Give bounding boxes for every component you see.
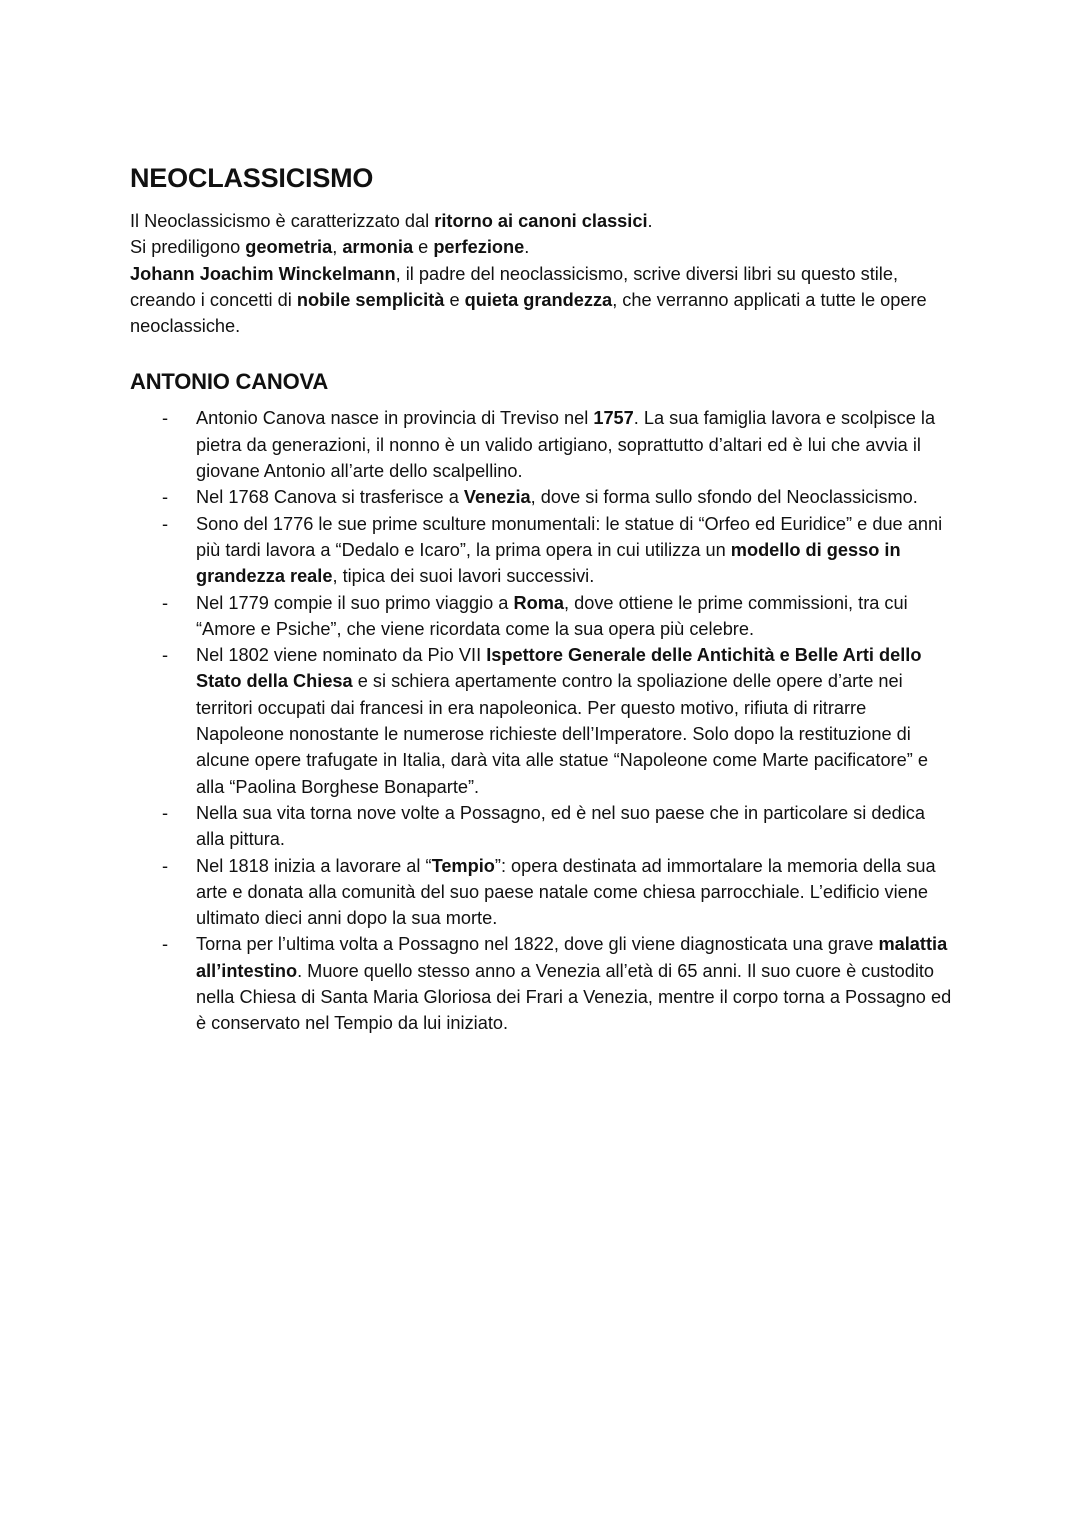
section-title: ANTONIO CANOVA [130,369,329,395]
bullet-dash: - [162,802,169,823]
bullet-dash: - [162,408,169,429]
bold-text: Johann Joachim Winckelmann [130,263,396,284]
bold-text: armonia [342,237,414,258]
list-item: - Nel 1779 compie il suo primo viaggio a Roma, dove ottiene le prime commissioni, tra cui “Amore e Psiche”, che viene ricordata come la sua opera più celebre. [130,590,952,643]
page-title: NEOCLASSICISMO [130,163,374,193]
bold-text: quieta grandezza [464,289,613,310]
list-item: - Nella sua vita torna nove volte a Possagno, ed è nel suo paese che in particolare si dedica alla pittura. [130,800,952,853]
bullet-dash: - [162,855,169,876]
list-item: - Torna per l’ultima volta a Possagno nel 1822, dove gli viene diagnosticata una grave malattia all’intestino. Muore quello stesso anno a Venezia all’età di 65 anni. Il suo cuore è custodito nella Chiesa di Santa Maria Gloriosa dei Frari a Venezia, mentre il corpo torna a Possagno ed è conservato nel Tempio da lui iniziato. [130,931,952,1036]
intro-paragraph: Si prediligono geometria, armonia e perfezione. [130,237,530,258]
bold-text: Tempio [431,855,495,876]
bullet-dash: - [162,934,169,955]
intro-paragraph: Il Neoclassicismo è caratterizzato dal ritorno ai canoni classici. [130,211,653,231]
bold-text: perfezione [433,237,525,258]
bold-text: 1757 [593,408,634,429]
list-item: - Nel 1768 Canova si trasferisce a Venezia, dove si forma sullo sfondo del Neoclassicismo. [130,484,952,510]
bold-text: Ispettore Generale delle Antichità e Belle Arti dello Stato della Chiesa [196,645,922,692]
bullet-dash: - [162,487,169,508]
biography-list [130,405,952,1036]
bold-text: nobile semplicità [296,289,445,310]
intro-paragraph: Johann Joachim Winckelmann, il padre del neoclassicismo, scrive diversi libri su questo stile, creando i concetti di nobile semplicità e quieta grandezza, che verranno applicati a tutte le opere neoclassiche. [130,263,927,337]
bullet-dash: - [162,513,169,534]
list-item: - Nel 1818 inizia a lavorare al “Tempio”: opera destinata ad immortalare la memoria della sua arte e donata alla comunità del suo paese natale come chiesa parrocchiale. L’edificio viene ultimato dieci anni dopo la sua morte. [130,853,952,932]
bullet-dash: - [162,592,169,613]
bullet-dash: - [162,645,169,666]
list-item: - Antonio Canova nasce in provincia di Treviso nel 1757. La sua famiglia lavora e scolpisce la pietra da generazioni, il nonno è un valido artigiano, soprattutto d’altari ed è lui che avvia il giovane Antonio all’arte dello scalpellino. [130,405,952,484]
bold-text: Venezia [463,487,531,508]
bold-text: ritorno ai canoni classici [434,211,648,231]
list-item: - Nel 1802 viene nominato da Pio VII Ispettore Generale delle Antichità e Belle Arti dello Stato della Chiesa e si schiera apertamente contro la spoliazione delle opere d’arte nei territori occupati dai francesi in era napoleonica. Per questo motivo, rifiuta di ritrarre Napoleone nonostante le numerose richieste dell’Imperatore. Solo dopo la restituzione di alcune opere trafugate in Italia, darà vita alle statue “Napoleone come Marte pacificatore” e alla “Paolina Borghese Bonaparte”. [130,642,952,800]
intro-section [130,208,952,339]
bold-text: Roma [513,592,564,613]
document-page [130,163,952,1037]
bold-text: malattia all’intestino [196,934,948,981]
bold-text: modello di gesso in grandezza reale [196,539,901,587]
list-item: - Sono del 1776 le sue prime sculture monumentali: le statue di “Orfeo ed Euridice” e due anni più tardi lavora a “Dedalo e Icaro”, la prima opera in cui utilizza un modello di gesso in grandezza reale, tipica dei suoi lavori successivi. [130,511,952,590]
bold-text: geometria [245,237,333,258]
